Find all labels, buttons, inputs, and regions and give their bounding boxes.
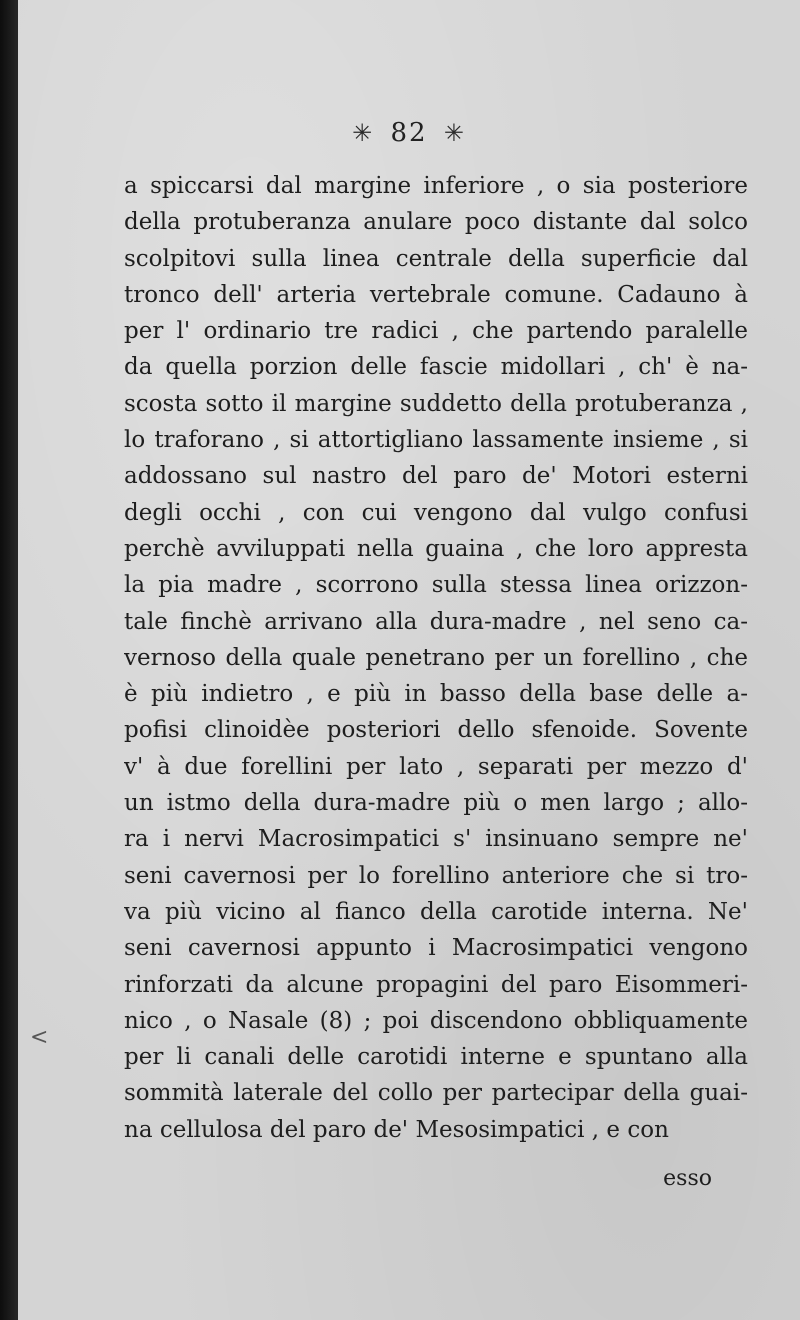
text-line: na cellulosa del paro de' Mesosimpatici , e con bbox=[124, 1116, 669, 1143]
scan-edge bbox=[0, 0, 20, 1320]
text-line: addossano sul nastro del paro de' Motori esterni bbox=[124, 463, 748, 490]
text-line: tronco dell' arteria vertebrale comune. Cadauno à bbox=[124, 281, 748, 308]
text-line: è più indietro , e più in basso della base delle a- bbox=[124, 681, 748, 708]
text-line: a spiccarsi dal margine inferiore , o sia posteriore bbox=[124, 173, 748, 199]
text-line: degli occhi , con cui vengono dal vulgo confusi bbox=[124, 499, 748, 526]
text-line: per li canali delle carotidi interne e spuntano alla bbox=[124, 1044, 748, 1071]
text-line: pofisi clinoidèe posteriori dello sfenoide. Sovente bbox=[124, 717, 748, 744]
text-line: della protuberanza anulare poco distante dal solco bbox=[124, 209, 748, 236]
text-line: lo traforano , si attortigliano lassamente insieme , si bbox=[124, 427, 748, 454]
ornament-star-icon: ✳ bbox=[443, 119, 466, 147]
running-head bbox=[18, 118, 800, 148]
text-line: scosta sotto il margine suddetto della protuberanza , bbox=[124, 390, 748, 417]
text-line: nico , o Nasale (8) ; poi discendono obbliquamente bbox=[124, 1007, 748, 1034]
text-line: perchè avviluppati nella guaina , che loro appresta bbox=[124, 535, 748, 562]
catchword: esso bbox=[663, 1166, 712, 1191]
text-line: ra i nervi Macrosimpatici s' insinuano sempre ne' bbox=[124, 826, 748, 853]
book-page bbox=[18, 0, 800, 1320]
text-line: sommità laterale del collo per partecipar della guai- bbox=[124, 1080, 748, 1107]
text-line: seni cavernosi per lo forellino anteriore che si tro- bbox=[124, 862, 748, 889]
ornament-star-icon: ✳ bbox=[352, 119, 375, 147]
text-line: rinforzati da alcune propagini del paro Eisommeri- bbox=[124, 971, 748, 998]
text-line: un istmo della dura-madre più o men largo ; allo- bbox=[124, 790, 748, 817]
text-line: scolpitovi sulla linea centrale della superficie dal bbox=[124, 245, 748, 272]
text-line: la pia madre , scorrono sulla stessa linea orizzon- bbox=[124, 572, 748, 599]
text-line: da quella porzion delle fascie midollari , ch' è na- bbox=[124, 354, 748, 381]
body-text bbox=[124, 168, 748, 1148]
text-line: tale finchè arrivano alla dura-madre , nel seno ca- bbox=[124, 608, 748, 635]
text-line: seni cavernosi appunto i Macrosimpatici vengono bbox=[124, 935, 748, 962]
text-line: v' à due forellini per lato , separati per mezzo d' bbox=[124, 753, 748, 780]
text-line: vernoso della quale penetrano per un forellino , che bbox=[124, 644, 748, 671]
page-number: 82 bbox=[390, 118, 428, 148]
margin-mark: < bbox=[30, 1025, 49, 1050]
text-line: per l' ordinario tre radici , che partendo paralelle bbox=[124, 318, 748, 345]
text-line: va più vicino al fianco della carotide interna. Ne' bbox=[124, 898, 748, 925]
